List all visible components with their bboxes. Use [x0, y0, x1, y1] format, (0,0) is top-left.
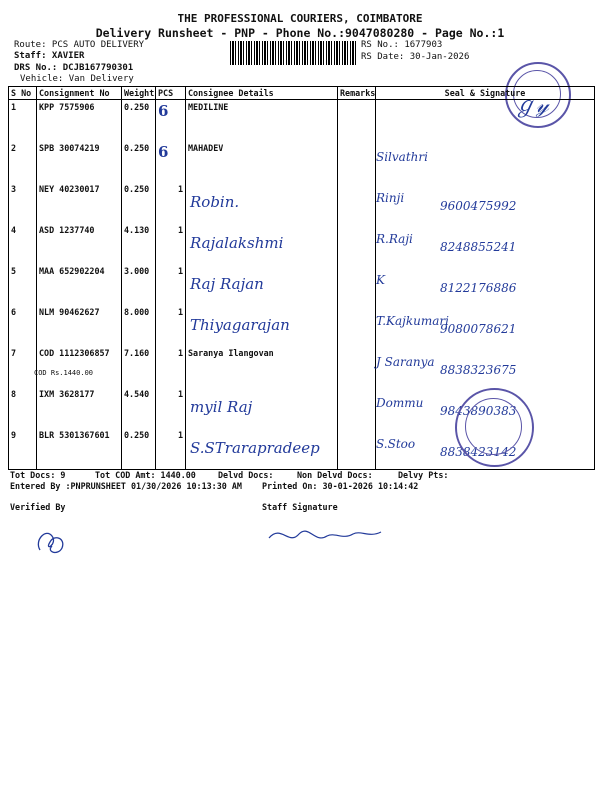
consignee-cell: MAHADEV — [186, 141, 338, 182]
staff-label: Staff: XAVIER — [14, 51, 85, 61]
table-header-row — [9, 87, 595, 100]
consignment-cell: MAA 652902204 — [37, 264, 122, 305]
weight-cell: 0.250 — [122, 182, 156, 223]
sheet-title: Delivery Runsheet - PNP - Phone No.:9047080280 - Page No.:1 — [95, 26, 505, 40]
handwritten-consignee: Raj Rajan — [190, 275, 264, 293]
handwritten-consignee: Rajalakshmi — [190, 234, 284, 252]
signature-cell — [376, 100, 595, 142]
delivery-signature: Silvathri — [376, 150, 428, 164]
remarks-cell — [338, 223, 376, 264]
tot-docs: Tot Docs: 9 — [10, 470, 66, 480]
col-weight: Weight — [122, 87, 156, 100]
sno-cell: 7 — [9, 346, 37, 387]
non-delvd-docs: Non Delvd Docs: — [297, 470, 373, 480]
consignment-cell: SPB 30074219 — [37, 141, 122, 182]
remarks-cell — [338, 428, 376, 470]
pcs-cell: 1 — [156, 387, 186, 428]
weight-cell: 4.540 — [122, 387, 156, 428]
handwritten-phone: 8838323675 — [440, 363, 517, 377]
handwritten-phone: 8838423142 — [440, 445, 517, 459]
verified-by-label: Verified By — [10, 502, 66, 512]
company-name: THE PROFESSIONAL COURIERS, COIMBATORE — [177, 12, 423, 25]
consignee-cell: MEDILINE — [186, 100, 338, 142]
pcs-cell: 1 — [156, 182, 186, 223]
tot-cod-amt: Tot COD Amt: 1440.00 — [95, 470, 196, 480]
handwritten-consignee: S.STrarapradeep — [190, 439, 320, 457]
handwritten-phone: 9600475992 — [440, 199, 517, 213]
handwritten-phone: 8122176886 — [440, 281, 517, 295]
remarks-cell — [338, 182, 376, 223]
delivery-signature: K — [376, 273, 385, 287]
sno-cell: 9 — [9, 428, 37, 470]
cod-amount-note: COD Rs.1440.00 — [34, 369, 94, 377]
remarks-cell — [338, 141, 376, 182]
remarks-cell — [338, 264, 376, 305]
delivery-signature: Rinji — [376, 191, 405, 205]
handwritten-consignee: Thiyagarajan — [190, 316, 290, 334]
pcs-cell: 1 — [156, 223, 186, 264]
weight-cell: 7.160 — [122, 346, 156, 387]
barcode — [230, 41, 358, 65]
consignment-cell: NEY 40230017 — [37, 182, 122, 223]
table-row — [9, 100, 595, 142]
pcs-cell: 1 — [156, 305, 186, 346]
col-consignee: Consignee Details — [186, 87, 338, 100]
col-pcs: PCS — [156, 87, 186, 100]
remarks-cell — [338, 100, 376, 142]
handwritten-phone: 9843890383 — [440, 404, 517, 418]
weight-cell: 0.250 — [122, 141, 156, 182]
pcs-cell: 6 — [156, 100, 186, 142]
drs-no-label: DRS No.: DCJB167790301 — [14, 63, 134, 73]
col-remarks: Remarks — [338, 87, 376, 100]
vehicle-label: Vehicle: Van Delivery — [20, 74, 134, 84]
pcs-cell: 1 — [156, 428, 186, 470]
consignment-cell: BLR 5301367601 — [37, 428, 122, 470]
delivery-signature: Dommu — [376, 396, 424, 410]
entered-by: Entered By :PNPRUNSHEET 01/30/2026 10:13:30 AM — [10, 481, 242, 491]
sno-cell: 5 — [9, 264, 37, 305]
sno-cell: 4 — [9, 223, 37, 264]
consignment-cell: KPP 7575906 — [37, 100, 122, 142]
table-row — [9, 141, 595, 182]
rs-date-label: RS Date: 30-Jan-2026 — [361, 52, 470, 62]
rs-no-label: RS No.: 1677903 — [361, 40, 443, 50]
handwritten-phone: 9080078621 — [440, 322, 517, 336]
col-sno: S No — [9, 87, 37, 100]
delvd-docs: Delvd Docs: — [218, 470, 274, 480]
remarks-cell — [338, 387, 376, 428]
bottom-stamp-icon — [455, 388, 534, 467]
delivery-signature: S.Stoo — [376, 437, 416, 451]
printed-on: Printed On: 30-01-2026 10:14:42 — [262, 481, 419, 491]
weight-cell: 8.000 — [122, 305, 156, 346]
consignment-cell: IXM 3628177 — [37, 387, 122, 428]
pcs-cell: 1 — [156, 264, 186, 305]
pcs-cell: 1 — [156, 346, 186, 387]
staff-signature-icon — [265, 520, 385, 550]
consignment-cell: ASD 1237740 — [37, 223, 122, 264]
verifier-signature-icon — [32, 522, 72, 558]
consignment-cell: COD 1112306857 — [37, 346, 122, 387]
sno-cell: 3 — [9, 182, 37, 223]
col-consignment: Consignment No — [37, 87, 122, 100]
sno-cell: 1 — [9, 100, 37, 142]
consignment-cell: NLM 90462627 — [37, 305, 122, 346]
consignee-cell: Saranya Ilangovan — [186, 346, 338, 387]
col-seal-signature: Seal & Signature — [376, 87, 595, 100]
weight-cell: 4.130 — [122, 223, 156, 264]
weight-cell: 0.250 — [122, 100, 156, 142]
handwritten-consignee: Robin. — [190, 193, 240, 211]
handwritten-consignee: myil Raj — [190, 398, 253, 416]
weight-cell: 3.000 — [122, 264, 156, 305]
remarks-cell — [338, 346, 376, 387]
delivery-signature: T.Kajkumari — [376, 314, 450, 328]
weight-cell: 0.250 — [122, 428, 156, 470]
sno-cell: 8 — [9, 387, 37, 428]
handwritten-phone: 8248855241 — [440, 240, 517, 254]
stamp-signature-icon: ℊ𝓎 — [514, 93, 549, 118]
delivery-signature: J Saranya — [376, 355, 435, 369]
delvy-pts: Delvy Pts: — [398, 470, 449, 480]
pcs-cell: 6 — [156, 141, 186, 182]
delivery-signature: R.Raji — [376, 232, 413, 246]
sno-cell: 2 — [9, 141, 37, 182]
sno-cell: 6 — [9, 305, 37, 346]
route-label: Route: PCS AUTO DELIVERY — [14, 40, 145, 50]
remarks-cell — [338, 305, 376, 346]
staff-signature-label: Staff Signature — [262, 502, 338, 512]
